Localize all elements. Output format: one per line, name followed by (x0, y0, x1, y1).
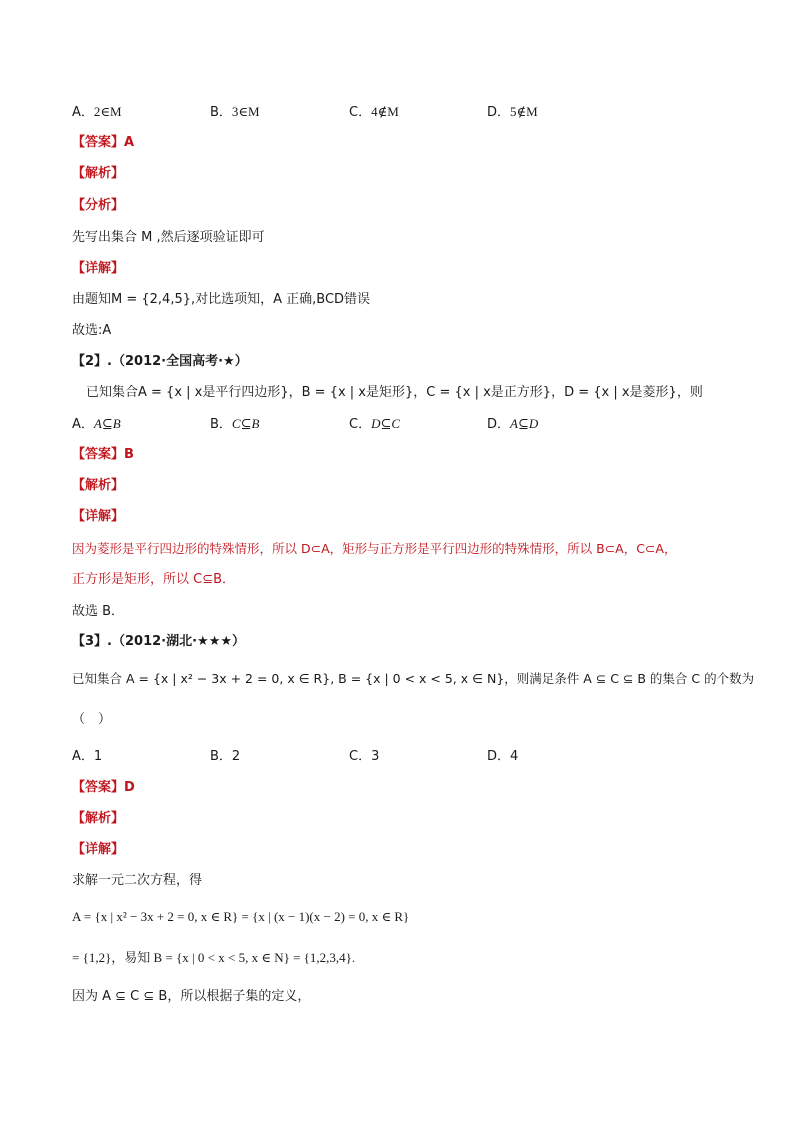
q3-equation-2: = {1,2}，易知 B = {x | 0 < x < 5, x ∈ N} = {1,2,3,4}. (72, 950, 356, 965)
q1-answer (72, 134, 134, 152)
q1-option-d (487, 103, 538, 122)
q2-stem: 已知集合A = {x | x是平行四边形}，B = {x | x是矩形}，C = {x | x是正方形}，D = {x | x是菱形}，则 (86, 385, 703, 400)
q3-xiangjie-heading: 【详解】 (72, 842, 125, 857)
q2-detail-line1: 因为菱形是平行四边形的特殊情形，所以 D⊂A，矩形与正方形是平行四边形的特殊情形，所以 B⊂A，C⊂A， (72, 541, 677, 556)
q1-option-a (72, 103, 122, 122)
q1-fenxi-text: 先写出集合 M ,然后逐项验证即可 (72, 230, 265, 245)
answer-value: A (124, 135, 135, 150)
option-text: 3 (371, 749, 380, 764)
q3-header: 【3】.（2012·湖北·★★★） (72, 634, 246, 649)
q1-xiangjie-heading: 【详解】 (72, 261, 125, 276)
q3-option-c (349, 748, 379, 766)
option-text: 4∉M (371, 104, 399, 119)
q1-option-c (349, 103, 399, 122)
q2-option-d (487, 415, 538, 434)
q3-jiexi-heading: 【解析】 (72, 811, 125, 826)
answer-value: B (124, 447, 134, 462)
option-text: 2∈M (93, 104, 122, 119)
option-letter: D． (487, 105, 511, 120)
answer-label: 【答案】 (72, 135, 125, 150)
option-letter: C． (349, 105, 372, 120)
option-letter: A． (72, 749, 94, 764)
q3-option-d (487, 748, 518, 766)
q3-equation-1: A = {x | x² − 3x + 2 = 0, x ∈ R} = {x | (x − 1)(x − 2) = 0, x ∈ R} (72, 909, 410, 924)
option-letter: B． (210, 105, 232, 120)
option-text: 2 (231, 749, 241, 764)
q3-stem: 已知集合 A = {x | x² − 3x + 2 = 0, x ∈ R}, B = {x | 0 < x < 5, x ∈ N}，则满足条件 A ⊆ C ⊆ B 的集合 C 的个数为 (72, 671, 755, 686)
q3-option-b (210, 748, 240, 766)
option-text: 4 (510, 749, 519, 764)
q3-step2: 因为 A ⊆ C ⊆ B，所以根据子集的定义， (72, 989, 311, 1004)
q2-header: 【2】.（2012·全国高考·★） (72, 354, 248, 369)
q2-option-c (349, 415, 400, 434)
q2-answer (72, 446, 134, 464)
q1-detail: 由题知M = {2,4,5},对比选项知，A 正确,BCD错误 (72, 292, 371, 307)
q2-option-a (72, 415, 121, 434)
option-letter: C． (349, 417, 372, 432)
option-letter: D． (487, 417, 511, 432)
option-letter: D． (487, 749, 511, 764)
q1-option-b (210, 103, 260, 122)
answer-label: 【答案】 (72, 447, 125, 462)
option-text: A⊆B (93, 416, 121, 431)
option-letter: C． (349, 749, 372, 764)
q3-answer (72, 779, 135, 797)
q3-option-a (72, 748, 102, 766)
q3-step1: 求解一元二次方程，得 (72, 873, 203, 888)
option-letter: A． (72, 105, 94, 120)
option-text: 1 (93, 749, 103, 764)
q1-jiexi-heading: 【解析】 (72, 166, 125, 181)
q2-jiexi-heading: 【解析】 (72, 478, 125, 493)
answer-label: 【答案】 (72, 780, 125, 795)
option-letter: B． (210, 417, 232, 432)
q2-conclusion: 故选 B． (72, 604, 125, 619)
option-text: 5∉M (510, 104, 538, 119)
answer-value: D (124, 780, 135, 795)
option-text: 3∈M (231, 104, 260, 119)
option-letter: B． (210, 749, 232, 764)
q2-xiangjie-heading: 【详解】 (72, 509, 125, 524)
q2-detail-line2: 正方形是矩形，所以 C⊆B． (72, 572, 236, 587)
q1-conclusion: 故选:A (72, 323, 112, 338)
q1-fenxi-heading: 【分析】 (72, 198, 125, 213)
option-text: C⊆B (231, 416, 260, 431)
q3-paren: （ ） (72, 712, 112, 727)
q2-option-b (210, 415, 259, 434)
option-text: A⊆D (510, 416, 539, 431)
option-letter: A． (72, 417, 94, 432)
option-text: D⊆C (371, 416, 401, 431)
